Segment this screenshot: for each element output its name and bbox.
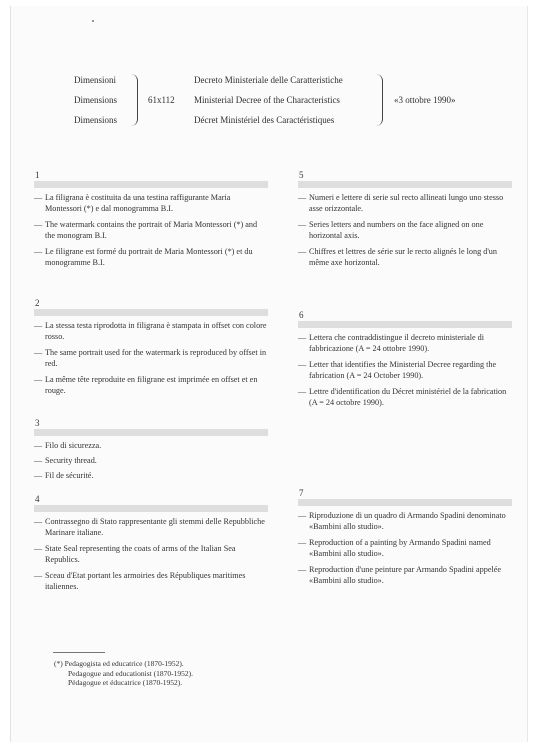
section-bar — [298, 499, 512, 506]
footnote-line-fr: Pédagogue et éducatrice (1870-1952). — [68, 678, 183, 687]
section-number: 6 — [299, 310, 304, 320]
dim-label-fr: Dimensions — [74, 115, 118, 125]
section-number: 1 — [35, 170, 40, 180]
item-english: — Security thread. — [34, 455, 268, 466]
item-english: — The same portrait used for the watermark is reproduced by offset in red. — [34, 347, 268, 369]
decree-label-en: Ministerial Decree of the Characteristics — [194, 95, 340, 105]
footnote-line-en: Pedagogue and educationist (1870-1952). — [68, 668, 193, 678]
item-italian: — Lettera che contraddistingue il decreto ministeriale di fabbricazione (A = 24 ottobre 1990). — [298, 332, 512, 354]
footnote — [54, 659, 193, 688]
section-7 — [298, 488, 512, 586]
item-french: — Lettre d'identification du Décret ministériel de la fabrication (A = 24 octobre 1990). — [298, 386, 512, 408]
section-5 — [298, 170, 512, 268]
dimensions-value: 61x112 — [148, 95, 175, 105]
item-french: — Sceau d'Etat portant les armoiries des Républiques maritimes italiennes. — [34, 570, 268, 592]
item-french: — Chiffres et lettres de série sur le recto alignés le long d'un même axe horizontal. — [298, 246, 512, 268]
section-bar — [298, 321, 512, 328]
item-french: — Reproduction d'une peinture par Armando Spadini appelée «Bambini allo studio». — [298, 564, 512, 586]
item-english: — Series letters and numbers on the face aligned on one horizontal axis. — [298, 219, 512, 241]
section-number: 4 — [35, 494, 40, 504]
item-english: — Letter that identifies the Ministerial Decree regarding the fabrication (A = 24 October 1990). — [298, 359, 512, 381]
right-brace — [376, 74, 383, 126]
section-2 — [34, 298, 268, 396]
section-4 — [34, 494, 268, 592]
item-french: — Le filigrane est formé du portrait de Maria Montessori (*) et du monogramme B.I. — [34, 246, 268, 268]
item-italian: — La filigrana è costituita da una testina raffigurante Maria Montessori (*) e dal monogramma B.I. — [34, 192, 268, 214]
left-brace — [131, 74, 138, 126]
item-french: — La même tête reproduite en filigrane est imprimée en offset et en rouge. — [34, 374, 268, 396]
item-italian: — Riproduzione di un quadro di Armando Spadini denominato «Bambini allo studio». — [298, 510, 512, 532]
item-english: — State Seal representing the coats of arms of the Italian Sea Republics. — [34, 543, 268, 565]
section-bar — [34, 429, 268, 436]
section-bar — [34, 181, 268, 188]
dim-label-en: Dimensions — [74, 95, 118, 105]
section-number: 7 — [299, 488, 304, 498]
item-italian: — La stessa testa riprodotta in filigrana è stampata in offset con colore rosso. — [34, 320, 268, 342]
decree-label-fr: Décret Ministériel des Caractéristiques — [194, 115, 335, 125]
decree-date: «3 ottobre 1990» — [394, 95, 456, 105]
item-italian: — Filo di sicurezza. — [34, 440, 268, 451]
section-number: 2 — [35, 298, 40, 308]
section-6 — [298, 310, 512, 408]
dim-label-it: Dimensioni — [74, 75, 116, 85]
section-3 — [34, 418, 268, 481]
item-italian: — Contrassegno di Stato rappresentante gli stemmi delle Repubbliche Marinare italiane. — [34, 516, 268, 538]
footnote-line-it: (*) Pedagogista ed educatrice (1870-1952). — [54, 659, 184, 668]
section-number: 5 — [299, 170, 304, 180]
item-english: — Reproduction of a painting by Armando Spadini named «Bambini allo studio». — [298, 537, 512, 559]
decree-label-it: Decreto Ministeriale delle Caratteristiche — [194, 75, 343, 85]
section-bar — [298, 181, 512, 188]
speck — [92, 20, 94, 22]
item-english: — The watermark contains the portrait of Maria Montessori (*) and the monogram B.I. — [34, 219, 268, 241]
section-number: 3 — [35, 418, 40, 428]
item-french: — Fil de sécurité. — [34, 470, 268, 481]
footnote-rule — [53, 652, 105, 653]
section-bar — [34, 309, 268, 316]
section-1 — [34, 170, 268, 268]
item-italian: — Numeri e lettere di serie sul recto allineati lungo uno stesso asse orizzontale. — [298, 192, 512, 214]
section-bar — [34, 505, 268, 512]
